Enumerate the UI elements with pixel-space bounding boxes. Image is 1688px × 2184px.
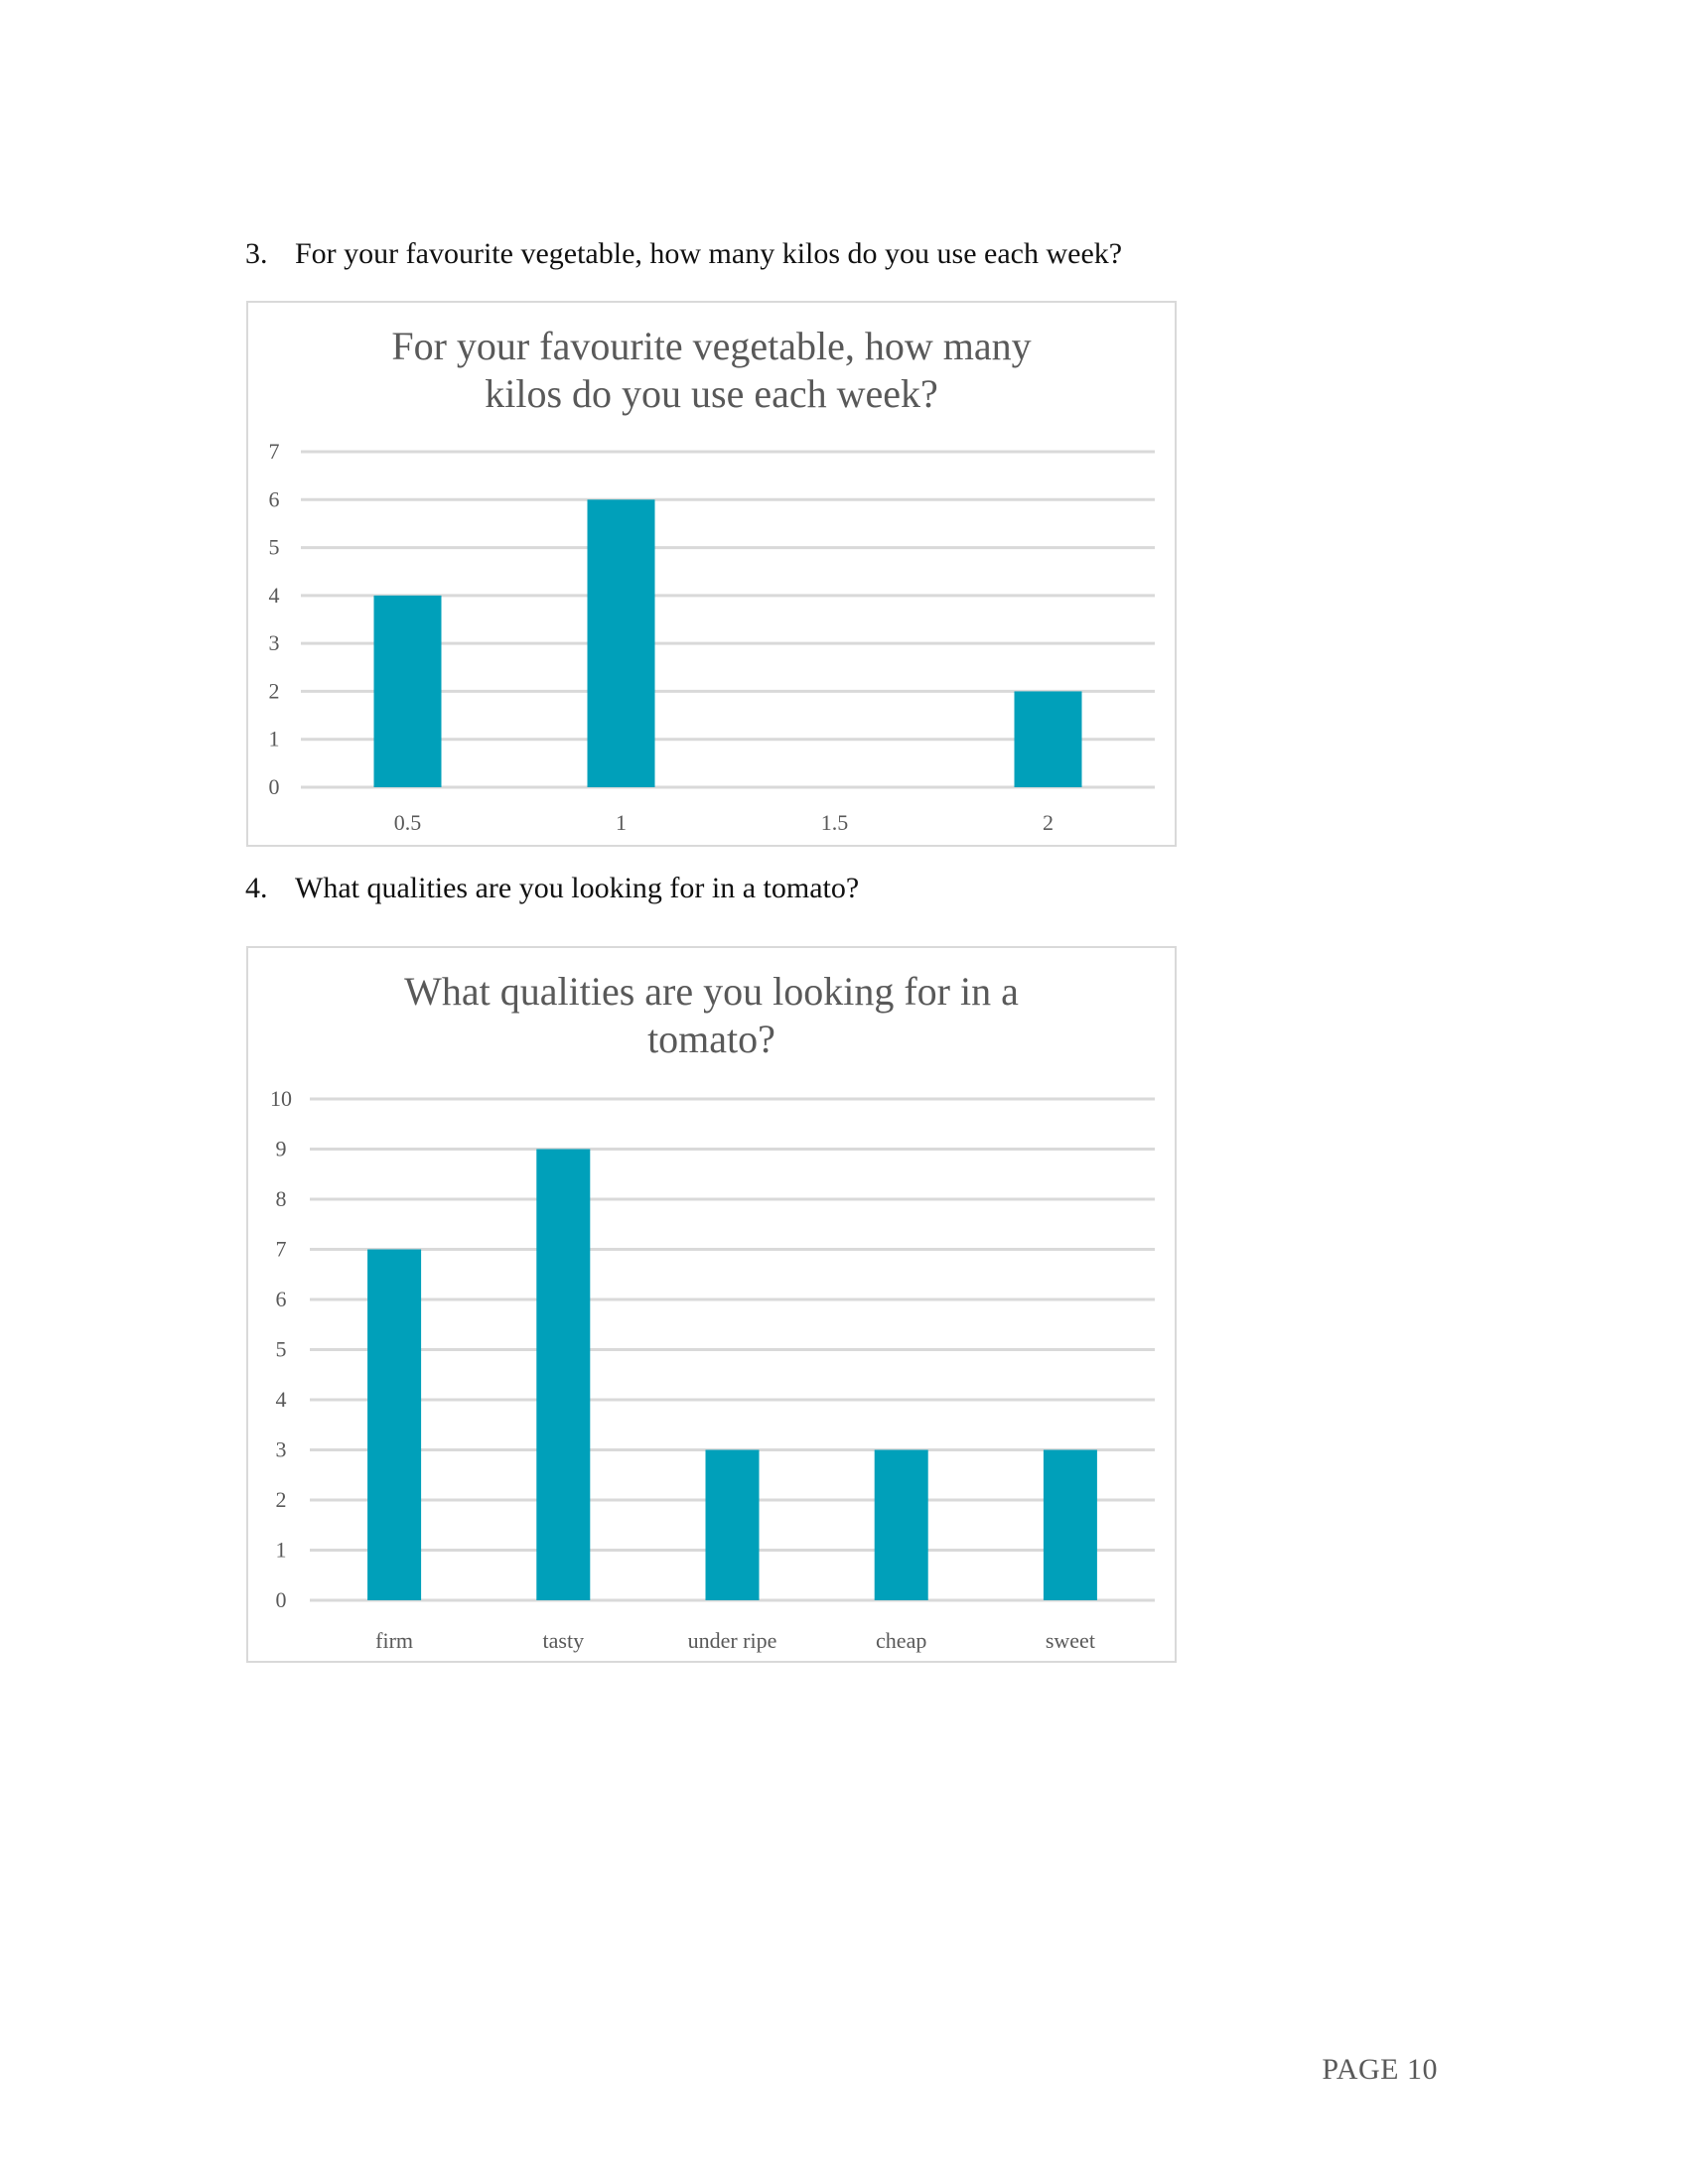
x-category-label: 1.5 xyxy=(820,810,849,835)
bar xyxy=(536,1150,590,1601)
y-tick-label: 1 xyxy=(268,726,280,751)
chart-title-line-1: What qualities are you looking for in a xyxy=(404,969,1019,1014)
chart-title-line-2: tomato? xyxy=(647,1017,775,1061)
bar xyxy=(1015,691,1082,787)
question-text: What qualities are you looking for in a tomato? xyxy=(295,872,860,904)
y-tick-label: 7 xyxy=(275,1236,287,1262)
y-tick-label: 6 xyxy=(275,1287,287,1311)
bar xyxy=(374,596,442,787)
question-text: For your favourite vegetable, how many kilos do you use each week? xyxy=(295,237,1123,270)
y-tick-label: 5 xyxy=(268,534,280,560)
y-tick-label: 3 xyxy=(268,630,280,656)
question-number: 3. xyxy=(245,237,268,270)
y-tick-label: 1 xyxy=(275,1537,287,1563)
x-category-label: 0.5 xyxy=(393,810,422,835)
y-tick-label: 10 xyxy=(270,1086,292,1111)
y-tick-label: 3 xyxy=(275,1436,287,1462)
bar xyxy=(706,1450,760,1601)
x-category-label: firm xyxy=(375,1628,414,1653)
question-number: 4. xyxy=(245,872,268,904)
question-4 xyxy=(245,871,859,906)
y-tick-label: 8 xyxy=(275,1186,287,1211)
page-number: PAGE 10 xyxy=(1322,2053,1438,2086)
y-tick-label: 4 xyxy=(275,1387,287,1412)
y-tick-label: 2 xyxy=(268,678,280,704)
x-category-label: sweet xyxy=(1045,1628,1095,1653)
y-tick-label: 0 xyxy=(275,1587,287,1612)
y-tick-label: 9 xyxy=(275,1136,287,1161)
chart-tomato-qualities xyxy=(246,946,1177,1663)
chart-kilos-per-week xyxy=(246,301,1177,847)
y-tick-label: 2 xyxy=(275,1487,287,1512)
chart-plot-area xyxy=(248,948,1179,1665)
x-category-label: 1 xyxy=(616,810,627,835)
y-tick-label: 7 xyxy=(268,439,280,464)
x-category-label: 2 xyxy=(1043,810,1054,835)
chart-plot-area xyxy=(248,303,1179,849)
x-category-label: under ripe xyxy=(687,1628,777,1653)
question-3 xyxy=(245,236,1122,272)
x-category-label: tasty xyxy=(542,1628,585,1653)
chart-title-line-1: For your favourite vegetable, how many xyxy=(391,324,1032,368)
y-tick-label: 0 xyxy=(268,774,280,799)
chart-title-line-2: kilos do you use each week? xyxy=(485,371,938,416)
bar xyxy=(588,499,655,787)
y-tick-label: 5 xyxy=(275,1336,287,1362)
y-tick-label: 4 xyxy=(268,582,280,608)
bar xyxy=(875,1450,928,1601)
bar xyxy=(1044,1450,1097,1601)
bar xyxy=(367,1250,421,1601)
y-tick-label: 6 xyxy=(268,486,280,512)
x-category-label: cheap xyxy=(876,1628,927,1653)
